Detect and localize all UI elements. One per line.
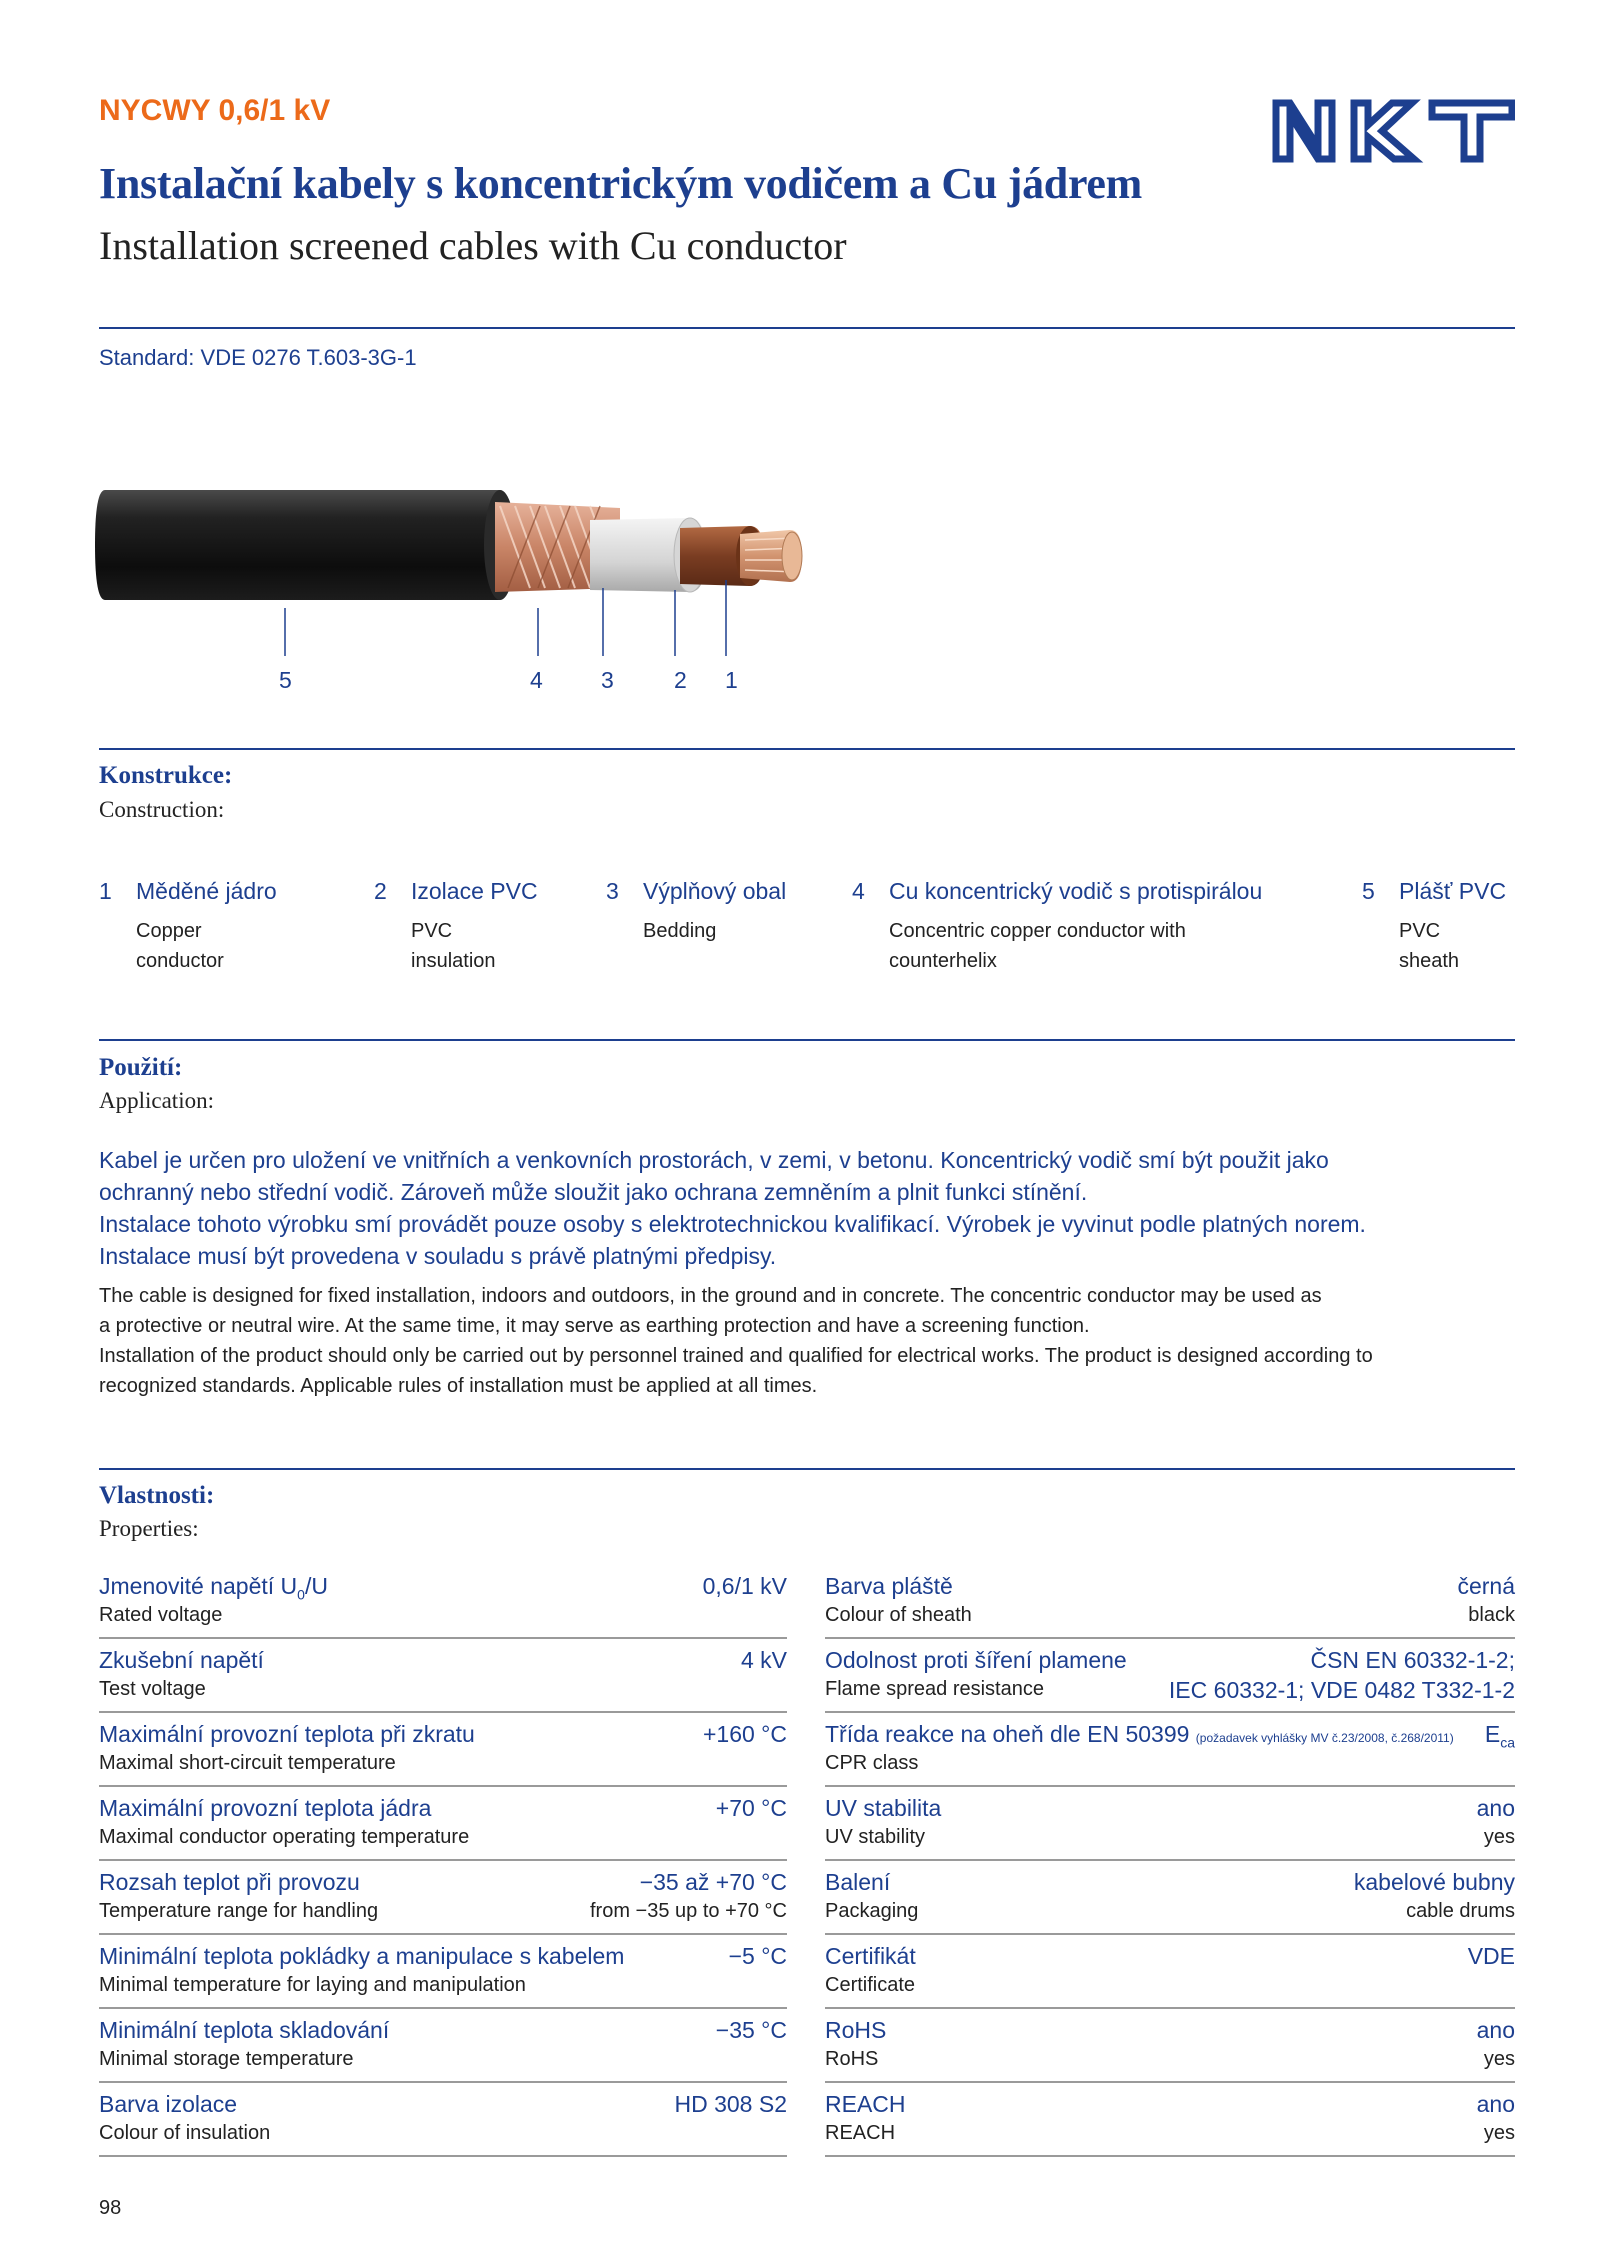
- paragraph-line: Installation of the product should only be carried out by personnel trained and qualified for electrical works. The product is designed according to: [99, 1345, 1373, 1367]
- item-number: 4: [852, 878, 865, 904]
- property-row: [825, 1861, 1515, 1935]
- property-row: [825, 2009, 1515, 2083]
- paragraph-line: Instalace musí být provedena v souladu s právě platnými předpisy.: [99, 1243, 777, 1269]
- divider: [99, 748, 1515, 750]
- property-label-en: Rated voltage: [99, 1604, 223, 1626]
- property-row: [99, 1935, 787, 2009]
- property-value-en: black: [1468, 1604, 1515, 1626]
- property-value-en: cable drums: [1406, 1900, 1515, 1922]
- property-row: [825, 1713, 1515, 1787]
- property-label-en: Maximal short-circuit temperature: [99, 1752, 396, 1774]
- property-label-en: Minimal storage temperature: [99, 2048, 354, 2070]
- callout-5: 5: [279, 667, 292, 693]
- property-value-en: yes: [1483, 2122, 1515, 2144]
- item-number: 2: [374, 878, 387, 904]
- application-text-cz: [99, 1144, 1519, 1272]
- property-value-cz: +160 °C: [702, 1721, 787, 1747]
- item-label-en-line: Concentric copper conductor with: [889, 920, 1186, 942]
- callout-1: 1: [725, 667, 738, 693]
- property-label-en: UV stability: [825, 1826, 926, 1848]
- item-number: 1: [99, 878, 112, 904]
- property-label-cz: UV stabilita: [825, 1795, 942, 1821]
- property-value-cz: kabelové bubny: [1353, 1869, 1515, 1895]
- property-label-cz: REACH: [825, 2091, 906, 2117]
- property-label-cz: RoHS: [825, 2017, 887, 2043]
- paragraph-line: a protective or neutral wire. At the same time, it may serve as earthing protection and have a screening function.: [99, 1315, 1090, 1337]
- item-label-cz: Plášť PVC: [1399, 878, 1507, 904]
- callout-3: 3: [601, 667, 614, 693]
- property-row: [825, 1565, 1515, 1639]
- properties-subheading: Properties:: [99, 1516, 199, 1541]
- property-label-cz: Zkušební napětí: [99, 1647, 264, 1673]
- property-label-en: Colour of insulation: [99, 2122, 271, 2144]
- property-value-cz: ČSN EN 60332-1-2;: [1310, 1647, 1515, 1673]
- property-value-cz: 4 kV: [740, 1647, 787, 1673]
- callout-2: 2: [674, 667, 687, 693]
- label-text: Jmenovité napětí U: [99, 1573, 298, 1599]
- property-value-cz: [1485, 1721, 1515, 1751]
- property-row: [99, 1565, 787, 1639]
- standard: Standard: VDE 0276 T.603-3G-1: [99, 345, 417, 370]
- properties-heading: Vlastnosti:: [99, 1482, 215, 1509]
- property-label-en: Certificate: [825, 1974, 916, 1996]
- value-text: E: [1484, 1721, 1501, 1747]
- property-row: [825, 2083, 1515, 2157]
- item-label-cz: Izolace PVC: [411, 878, 538, 904]
- property-label-cz: Barva pláště: [825, 1573, 953, 1599]
- property-value-cz: −5 °C: [728, 1943, 787, 1969]
- property-label-cz: Balení: [825, 1869, 891, 1895]
- property-row: [99, 1713, 787, 1787]
- paragraph-line: ochranný nebo střední vodič. Zároveň může sloužit jako ochrana zemněním a plnit funkci stínění.: [99, 1179, 1088, 1205]
- property-value-cz: černá: [1457, 1573, 1515, 1599]
- property-label-en: CPR class: [825, 1752, 919, 1774]
- property-label-en: Colour of sheath: [825, 1604, 972, 1626]
- property-label-cz: Rozsah teplot při provozu: [99, 1869, 360, 1895]
- property-value-en: yes: [1483, 1826, 1515, 1848]
- property-label-en: REACH: [825, 2122, 896, 2144]
- label-subscript: 0: [297, 1586, 305, 1603]
- property-row: [99, 2083, 787, 2157]
- property-value-en: IEC 60332-1; VDE 0482 T332-1-2: [1168, 1677, 1515, 1703]
- label-suffix: /U: [304, 1573, 328, 1599]
- property-value-cz: −35 až +70 °C: [639, 1869, 787, 1895]
- property-value-en: yes: [1483, 2048, 1515, 2070]
- cable-cross-section-illustration: [90, 470, 810, 710]
- property-label-cz: [825, 1721, 1454, 1748]
- product-code: NYCWY 0,6/1 kV: [99, 94, 331, 127]
- item-label-en-line: counterhelix: [889, 950, 997, 972]
- property-label-cz: Maximální provozní teplota při zkratu: [99, 1721, 475, 1747]
- property-value-cz: +70 °C: [715, 1795, 787, 1821]
- property-value-cz: ano: [1476, 2091, 1515, 2117]
- item-label-cz: Výplňový obal: [643, 878, 787, 904]
- item-label-cz: Měděné jádro: [136, 878, 277, 904]
- property-label-en: Temperature range for handling: [99, 1900, 379, 1922]
- property-value-cz: VDE: [1467, 1943, 1515, 1969]
- property-value-cz: ano: [1476, 2017, 1515, 2043]
- property-value-cz: 0,6/1 kV: [702, 1573, 787, 1599]
- property-row: [825, 1639, 1515, 1713]
- property-label-en: Packaging: [825, 1900, 919, 1922]
- label-text: Třída reakce na oheň dle EN 50399: [825, 1721, 1190, 1747]
- property-row: [99, 1787, 787, 1861]
- title-en: Installation screened cables with Cu conductor: [99, 223, 847, 268]
- application-heading: Použití:: [99, 1054, 183, 1081]
- property-label-en: Maximal conductor operating temperature: [99, 1826, 470, 1848]
- property-row: [825, 1787, 1515, 1861]
- label-note: (požadavek vyhlášky MV č.23/2008, č.268/2011): [1195, 1731, 1454, 1745]
- callout-4: 4: [530, 667, 543, 693]
- item-number: 3: [606, 878, 619, 904]
- divider: [99, 1468, 1515, 1470]
- property-label-cz: [99, 1573, 328, 1603]
- property-label-cz: Maximální provozní teplota jádra: [99, 1795, 432, 1821]
- item-label-cz: Cu koncentrický vodič s protispirálou: [889, 878, 1263, 904]
- property-label-en: Test voltage: [99, 1678, 206, 1700]
- divider: [99, 327, 1515, 329]
- construction-subheading: Construction:: [99, 797, 225, 822]
- property-label-cz: Barva izolace: [99, 2091, 238, 2117]
- property-label-en: Flame spread resistance: [825, 1678, 1044, 1700]
- property-label-en: Minimal temperature for laying and manipulation: [99, 1974, 526, 1996]
- page-number: 98: [99, 2197, 122, 2219]
- paragraph-line: Instalace tohoto výrobku smí provádět pouze osoby s elektrotechnickou kvalifikací. Výrobek je vyvinut podle platných norem.: [99, 1211, 1366, 1237]
- application-subheading: Application:: [99, 1088, 214, 1113]
- item-number: 5: [1362, 878, 1375, 904]
- paragraph-line: Kabel je určen pro uložení ve vnitřních a venkovních prostorách, v zemi, v betonu. Koncentrický vodič smí být použit jako: [99, 1147, 1329, 1173]
- value-subscript: ca: [1500, 1734, 1515, 1751]
- paragraph-line: recognized standards. Applicable rules of installation must be applied at all times.: [99, 1375, 818, 1397]
- property-row: [825, 1935, 1515, 2009]
- property-value-cz: −35 °C: [715, 2017, 787, 2043]
- property-row: [99, 1861, 787, 1935]
- item-label-en: Copper conductor: [136, 920, 224, 972]
- nkt-logo: [1272, 99, 1515, 163]
- application-text-en: [99, 1281, 1519, 1401]
- property-label-en: RoHS: [825, 2048, 879, 2070]
- property-row: [99, 1639, 787, 1713]
- paragraph-line: The cable is designed for fixed installation, indoors and outdoors, in the ground and in concrete. The concentric conductor may be used as: [99, 1285, 1322, 1307]
- item-label-en: PVC insulation: [411, 920, 496, 972]
- property-row: [99, 2009, 787, 2083]
- construction-heading: Konstrukce:: [99, 762, 233, 789]
- property-value-en: from −35 up to +70 °C: [589, 1900, 787, 1922]
- item-label-en: Bedding: [643, 920, 717, 942]
- property-value-cz: ano: [1476, 1795, 1515, 1821]
- property-label-cz: Certifikát: [825, 1943, 916, 1969]
- property-label-cz: Minimální teplota pokládky a manipulace s kabelem: [99, 1943, 625, 1969]
- item-label-en: PVC sheath: [1399, 920, 1460, 972]
- property-label-cz: Minimální teplota skladování: [99, 2017, 390, 2043]
- item-label-en: [889, 916, 1186, 976]
- divider: [99, 1039, 1515, 1041]
- property-value-cz: HD 308 S2: [674, 2091, 787, 2117]
- property-label-cz: Odolnost proti šíření plamene: [825, 1647, 1127, 1673]
- title-cz: Instalační kabely s koncentrickým vodičem a Cu jádrem: [99, 159, 1142, 208]
